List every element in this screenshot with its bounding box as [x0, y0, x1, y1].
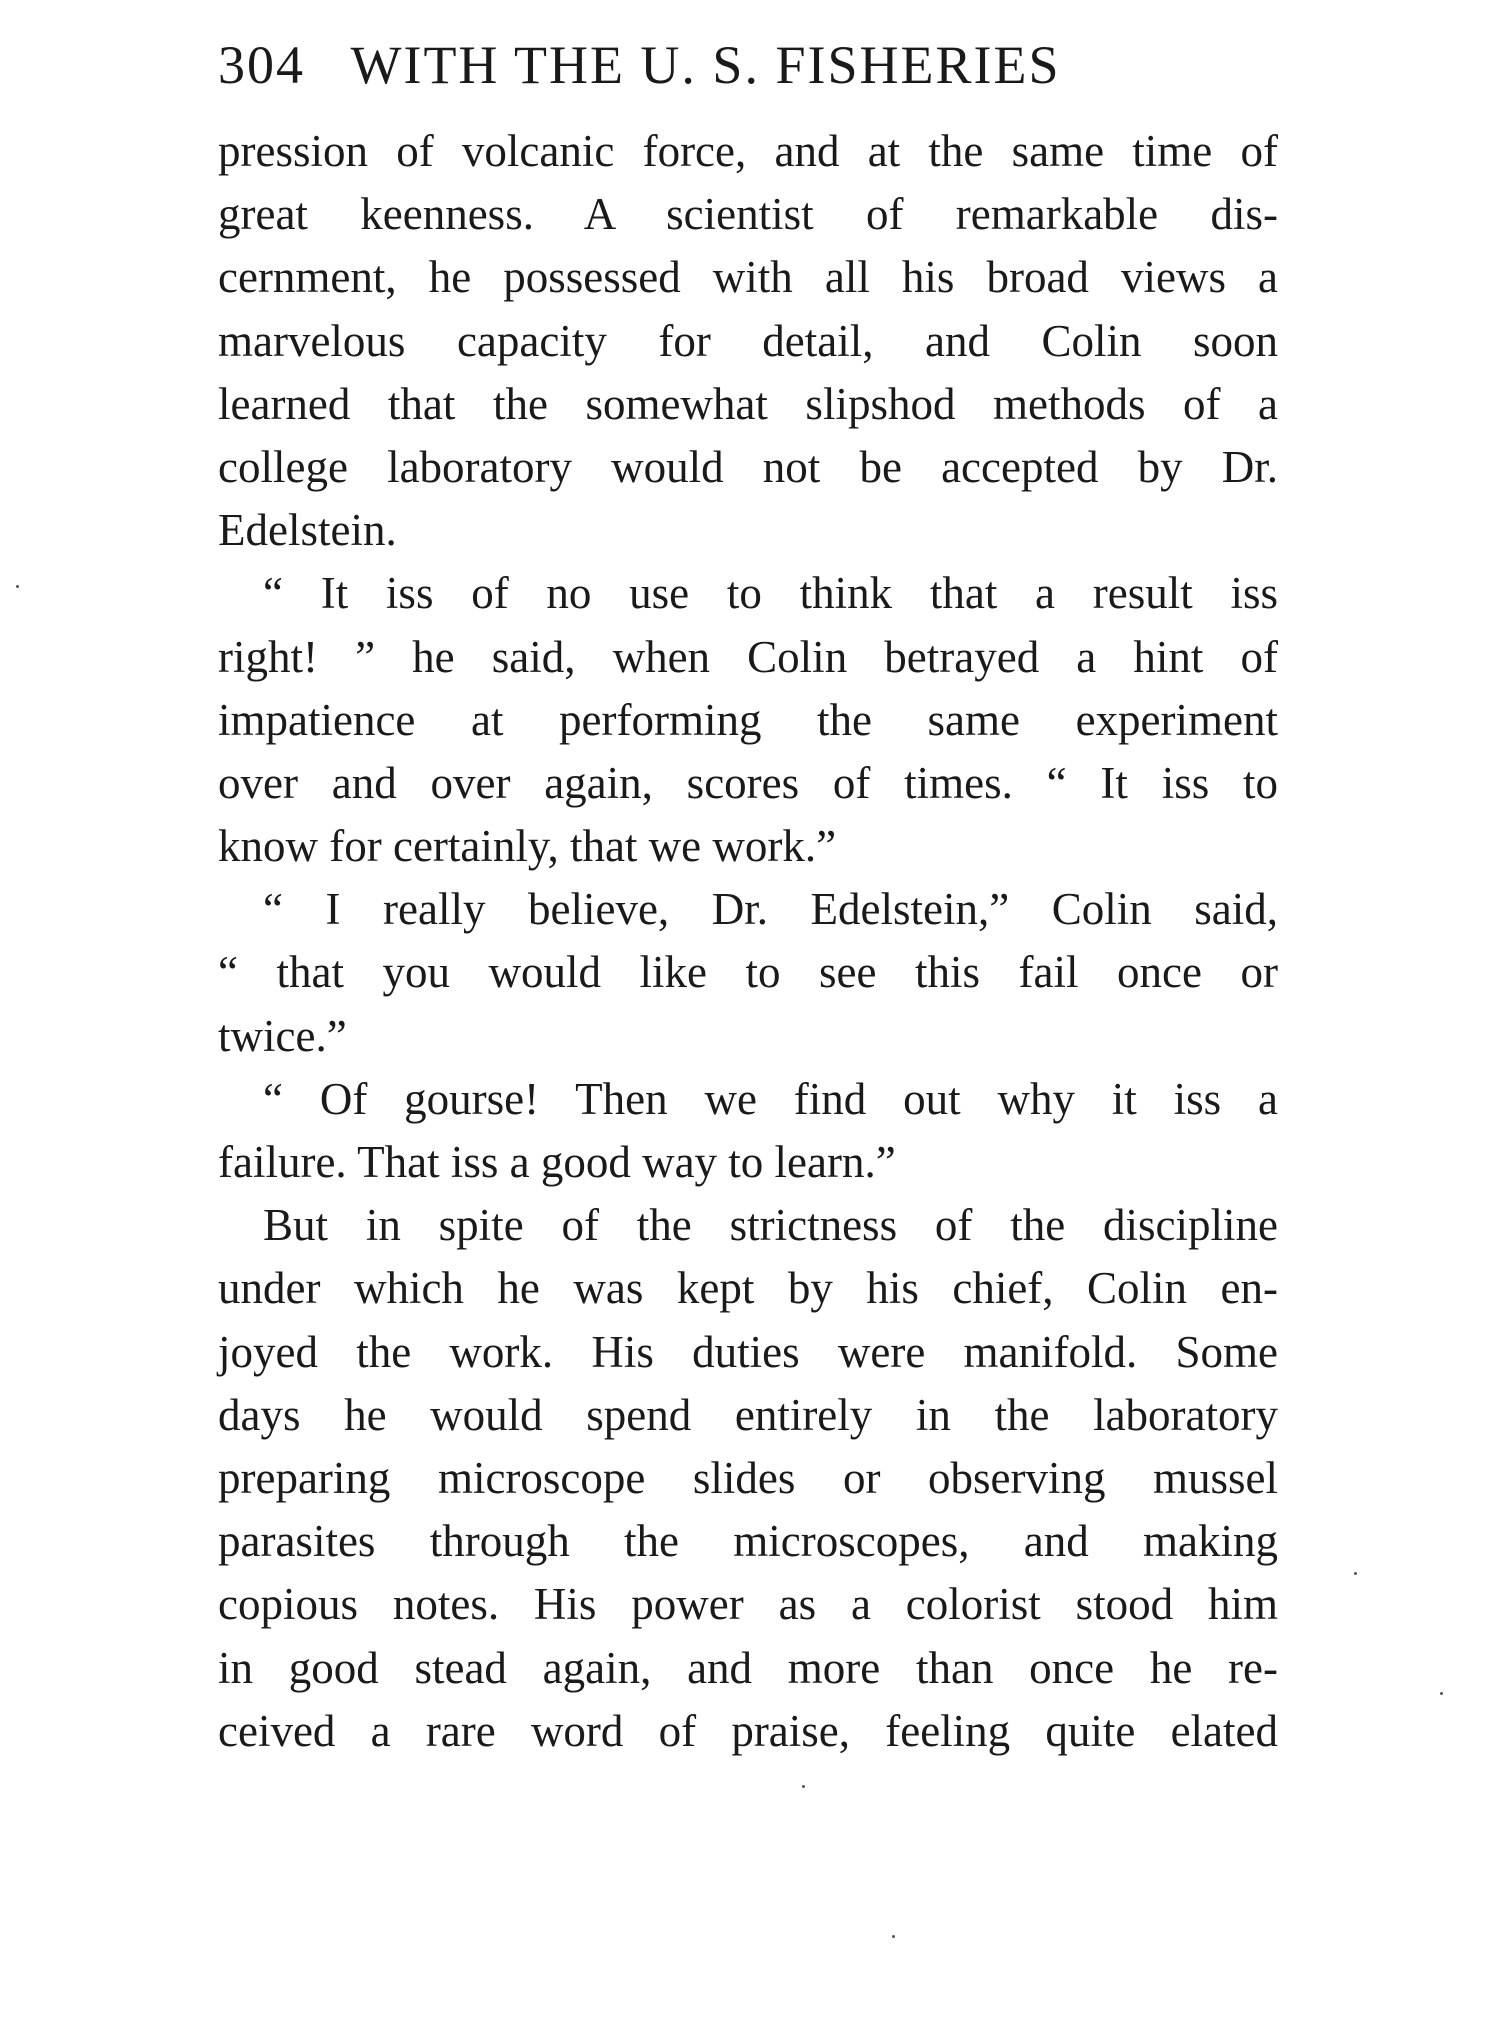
text-line: twice.” — [218, 1010, 347, 1061]
body-text — [218, 120, 1278, 1763]
text-line: joyed the work. His duties were manifold. Some — [218, 1326, 1278, 1377]
text-line: marvelous capacity for detail, and Colin soon — [218, 315, 1278, 366]
text-line: copious notes. His power as a colorist stood him — [218, 1579, 1278, 1630]
running-head — [218, 34, 1278, 104]
text-line: ceived a rare word of praise, feeling quite elated — [218, 1705, 1278, 1756]
scan-speck — [16, 585, 19, 588]
text-line: right! ” he said, when Colin betrayed a hint of — [218, 631, 1278, 682]
text-line: over and over again, scores of times. “ It iss to — [218, 757, 1278, 808]
scan-speck — [892, 1935, 895, 1938]
text-line: “ It iss of no use to think that a result iss — [263, 568, 1278, 619]
text-line: But in spite of the strictness of the discipline — [263, 1200, 1278, 1251]
scan-speck — [1354, 1572, 1357, 1575]
text-line: Edelstein. — [218, 505, 397, 556]
text-line: impatience at performing the same experiment — [218, 694, 1278, 745]
text-line: days he would spend entirely in the laboratory — [218, 1389, 1278, 1440]
text-line: “ that you would like to see this fail once or — [218, 947, 1278, 998]
text-line: “ I really believe, Dr. Edelstein,” Colin said, — [263, 884, 1278, 935]
page-number: 304 — [218, 35, 305, 95]
text-line: under which he was kept by his chief, Colin en- — [218, 1263, 1278, 1314]
text-line: great keenness. A scientist of remarkable dis- — [218, 189, 1278, 240]
text-line: parasites through the microscopes, and making — [218, 1516, 1278, 1567]
text-line: failure. That iss a good way to learn.” — [218, 1137, 896, 1187]
scan-speck — [802, 1785, 805, 1788]
text-line: college laboratory would not be accepted by Dr. — [218, 441, 1278, 492]
scan-speck — [1440, 1692, 1443, 1695]
text-line: cernment, he possessed with all his broad views a — [218, 252, 1278, 303]
text-line: know for certainly, that we work.” — [218, 821, 837, 872]
text-line: preparing microscope slides or observing mussel — [218, 1452, 1278, 1503]
text-line: “ Of gourse! Then we find out why it iss a — [263, 1073, 1278, 1124]
text-line: learned that the somewhat slipshod methods of a — [218, 378, 1278, 429]
text-line: in good stead again, and more than once he re- — [218, 1642, 1278, 1693]
text-line: pression of volcanic force, and at the same time of — [218, 126, 1278, 176]
running-title: WITH THE U. S. FISHERIES — [350, 35, 1061, 95]
